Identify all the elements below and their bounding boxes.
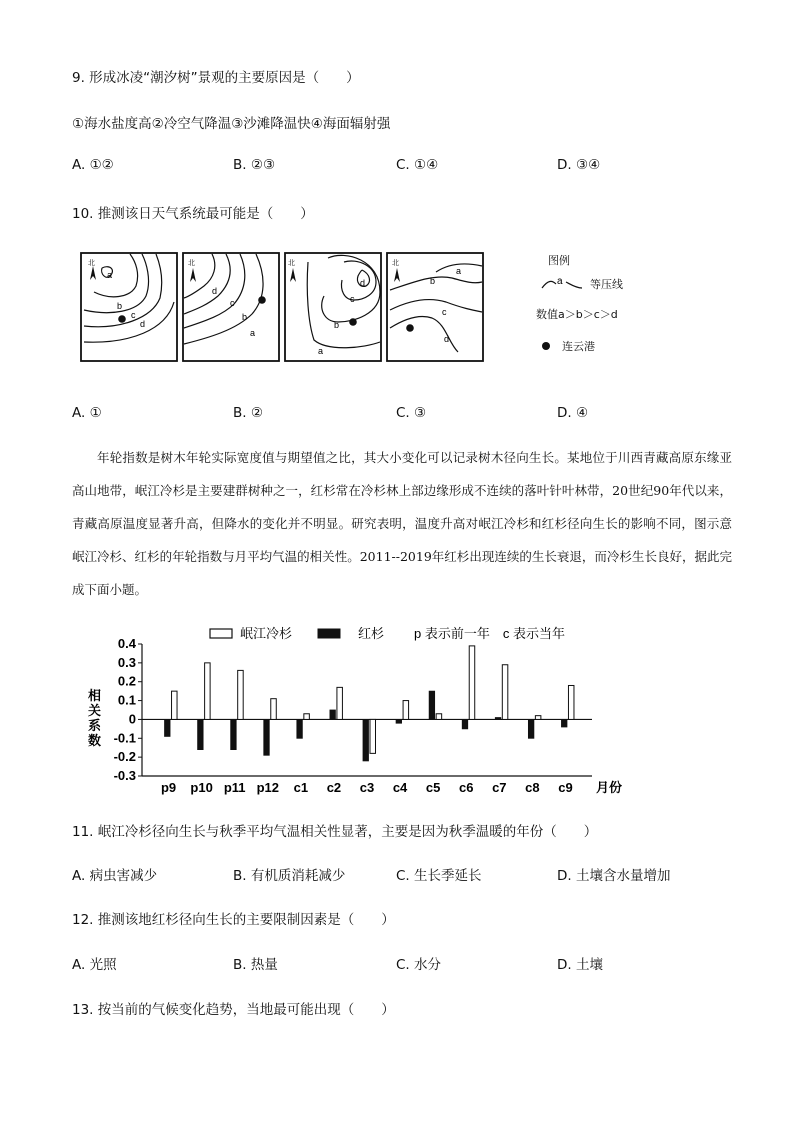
bar-hongshan xyxy=(561,719,567,727)
bar-hongshan xyxy=(198,719,204,749)
isobar-map-1 xyxy=(81,253,177,361)
x-tick-label: c2 xyxy=(326,780,342,795)
q10-stem: 10. 推测该日天气系统最可能是（ ） xyxy=(72,206,314,222)
legend-note: p 表示前一年 c 表示当年 xyxy=(414,626,565,641)
y-axis-label: 相 xyxy=(88,688,102,703)
bar-minjiang-fir xyxy=(535,716,541,720)
q12-option-d[interactable]: D. 土壤 xyxy=(557,957,603,973)
legend-swatch-minjiang-fir xyxy=(210,629,232,638)
bar-hongshan xyxy=(264,719,270,755)
city-dot-icon xyxy=(349,318,357,326)
map4-label-b: b xyxy=(430,276,436,286)
legend-title: 图例 xyxy=(548,254,570,267)
bar-hongshan xyxy=(528,719,534,738)
bar-minjiang-fir xyxy=(568,685,574,719)
north-label: 北 xyxy=(88,260,95,267)
map2-label-b: b xyxy=(242,312,248,322)
map3-label-a: a xyxy=(318,346,324,356)
bar-hongshan xyxy=(165,719,171,736)
q11-option-a[interactable]: A. 病虫害减少 xyxy=(72,868,158,884)
bar-minjiang-fir xyxy=(238,670,244,719)
reading-passage xyxy=(72,441,732,606)
x-axis-label: 月份 xyxy=(596,780,623,795)
x-tick-label: c1 xyxy=(293,780,309,795)
north-arrow-icon xyxy=(190,268,196,282)
map2-label-d: d xyxy=(212,286,218,296)
city-dot-icon xyxy=(542,342,550,350)
passage-text: 年轮指数是树木年轮实际宽度值与期望值之比，其大小变化可以记录树木径向生长。某地位于川西青藏高原东缘亚高山地带，岷江冷杉是主要建群树种之一，红杉常在冷杉林上部边缘形成不连续的落叶针叶林带，20世纪90年代以来，青藏高原温度显著升高，但降水的变化并不明显。研究表明，温度升高对岷江冷杉和红杉径向生长的影响不同，图示意岷江冷杉、红杉的年轮指数与月平均气温的相关性。2011--2019年红杉出现连续的生长衰退，而冷杉生长良好，据此完成下面小题。 xyxy=(72,450,732,597)
q11-stem: 11. 岷江冷杉径向生长与秋季平均气温相关性显著，主要是因为秋季温暖的年份（ ） xyxy=(72,824,598,840)
y-tick-label: 0 xyxy=(128,711,136,727)
bar-hongshan xyxy=(231,719,237,749)
q10-option-b[interactable]: B. ② xyxy=(233,405,263,421)
x-tick-label: p10 xyxy=(190,780,213,795)
q9-option-a[interactable]: A. ①② xyxy=(72,157,114,173)
x-tick-label: c8 xyxy=(525,780,540,795)
map4-label-a: a xyxy=(456,266,462,276)
q9-option-b[interactable]: B. ②③ xyxy=(233,157,276,173)
x-tick-label: c7 xyxy=(492,780,507,795)
x-tick-label: c9 xyxy=(558,780,573,795)
isobar-maps xyxy=(80,252,500,364)
q9-stem: 9. 形成冰凌“潮汐树”景观的主要原因是（ ） xyxy=(72,70,360,86)
map3-label-c: c xyxy=(350,294,355,304)
map4-label-c: c xyxy=(442,307,447,317)
bar-minjiang-fir xyxy=(304,714,310,720)
north-label: 北 xyxy=(188,260,195,267)
bar-hongshan xyxy=(297,719,303,738)
x-tick-label: c5 xyxy=(425,780,441,795)
isobar-map-2 xyxy=(183,253,279,361)
bar-hongshan xyxy=(462,719,468,728)
q13-stem: 13. 按当前的气候变化趋势，当地最可能出现（ ） xyxy=(72,1002,395,1018)
y-tick-label: 0.3 xyxy=(117,654,136,670)
q10-option-a[interactable]: A. ① xyxy=(72,405,102,421)
x-tick-label: p11 xyxy=(223,780,246,795)
north-label: 北 xyxy=(288,260,295,267)
q10-option-d[interactable]: D. ④ xyxy=(557,405,589,421)
y-axis-label: 关 xyxy=(88,703,102,718)
bar-minjiang-fir xyxy=(502,665,508,720)
city-dot-icon xyxy=(406,324,414,332)
isobar-symbol-label: a xyxy=(557,276,563,287)
q12-option-b[interactable]: B. 热量 xyxy=(233,957,278,973)
isobar-map-4 xyxy=(387,253,483,361)
map1-label-d: d xyxy=(140,319,146,329)
map2-label-c: c xyxy=(230,298,235,308)
north-label: 北 xyxy=(392,260,399,267)
legend-city-label: 连云港 xyxy=(562,340,595,353)
isobar-symbol-icon xyxy=(540,274,584,292)
q9-statement: ①海水盐度高②冷空气降温③沙滩降温快④海面辐射强 xyxy=(72,116,391,132)
q12-option-c[interactable]: C. 水分 xyxy=(396,957,442,973)
bar-hongshan xyxy=(495,718,501,720)
city-dot-icon xyxy=(118,315,126,323)
bar-minjiang-fir xyxy=(337,687,343,719)
y-tick-label: -0.3 xyxy=(113,768,136,783)
q9-option-d[interactable]: D. ③④ xyxy=(557,157,601,173)
x-tick-label: c4 xyxy=(392,780,408,795)
correlation-chart xyxy=(78,620,638,798)
y-axis-label: 系 xyxy=(88,718,102,733)
bar-hongshan xyxy=(330,710,336,719)
map4-label-d: d xyxy=(444,334,450,344)
legend-swatch-hongshan xyxy=(318,629,340,638)
x-tick-label: p12 xyxy=(256,780,279,795)
x-tick-label: c6 xyxy=(458,780,474,795)
map1-label-a: a xyxy=(107,270,113,280)
bar-minjiang-fir xyxy=(205,663,211,720)
bar-hongshan xyxy=(363,719,369,760)
legend-isobar-label: 等压线 xyxy=(590,278,623,291)
map3-label-d: d xyxy=(360,278,366,288)
legend-label-hongshan: 红杉 xyxy=(358,626,385,641)
legend-value-order: 数值a＞b＞c＞d xyxy=(536,308,618,321)
north-arrow-icon xyxy=(90,266,96,280)
map3-label-b: b xyxy=(334,320,340,330)
q11-option-d[interactable]: D. 土壤含水量增加 xyxy=(557,868,671,884)
bar-minjiang-fir xyxy=(436,714,442,720)
north-arrow-icon xyxy=(394,268,400,282)
q12-option-a[interactable]: A. 光照 xyxy=(72,957,117,973)
bar-minjiang-fir xyxy=(469,646,475,720)
y-tick-label: 0.4 xyxy=(117,636,136,651)
bar-minjiang-fir xyxy=(172,691,178,719)
x-tick-label: c3 xyxy=(359,780,375,795)
map2-label-a: a xyxy=(250,328,256,338)
bar-minjiang-fir xyxy=(370,719,376,753)
q9-option-c[interactable]: C. ①④ xyxy=(396,157,439,173)
north-arrow-icon xyxy=(290,268,296,282)
city-dot-icon xyxy=(258,296,266,304)
q10-option-c[interactable]: C. ③ xyxy=(396,405,427,421)
map1-label-c: c xyxy=(131,310,136,320)
y-tick-label: -0.1 xyxy=(113,730,136,746)
isobar-map-3 xyxy=(285,253,381,361)
x-tick-label: p9 xyxy=(160,780,177,795)
q11-option-c[interactable]: C. 生长季延长 xyxy=(396,868,482,884)
y-tick-label: -0.2 xyxy=(113,749,136,765)
q11-option-b[interactable]: B. 有机质消耗减少 xyxy=(233,868,346,884)
legend-label-minjiang-fir: 岷江冷杉 xyxy=(240,626,293,641)
bar-hongshan xyxy=(429,691,435,719)
y-tick-label: 0.1 xyxy=(117,692,136,708)
bar-hongshan xyxy=(396,719,402,723)
q12-stem: 12. 推测该地红杉径向生长的主要限制因素是（ ） xyxy=(72,912,395,928)
y-tick-label: 0.2 xyxy=(117,673,136,689)
y-axis-label: 数 xyxy=(88,733,102,748)
map1-label-b: b xyxy=(117,301,123,311)
bar-minjiang-fir xyxy=(271,699,277,720)
bar-minjiang-fir xyxy=(403,701,409,720)
